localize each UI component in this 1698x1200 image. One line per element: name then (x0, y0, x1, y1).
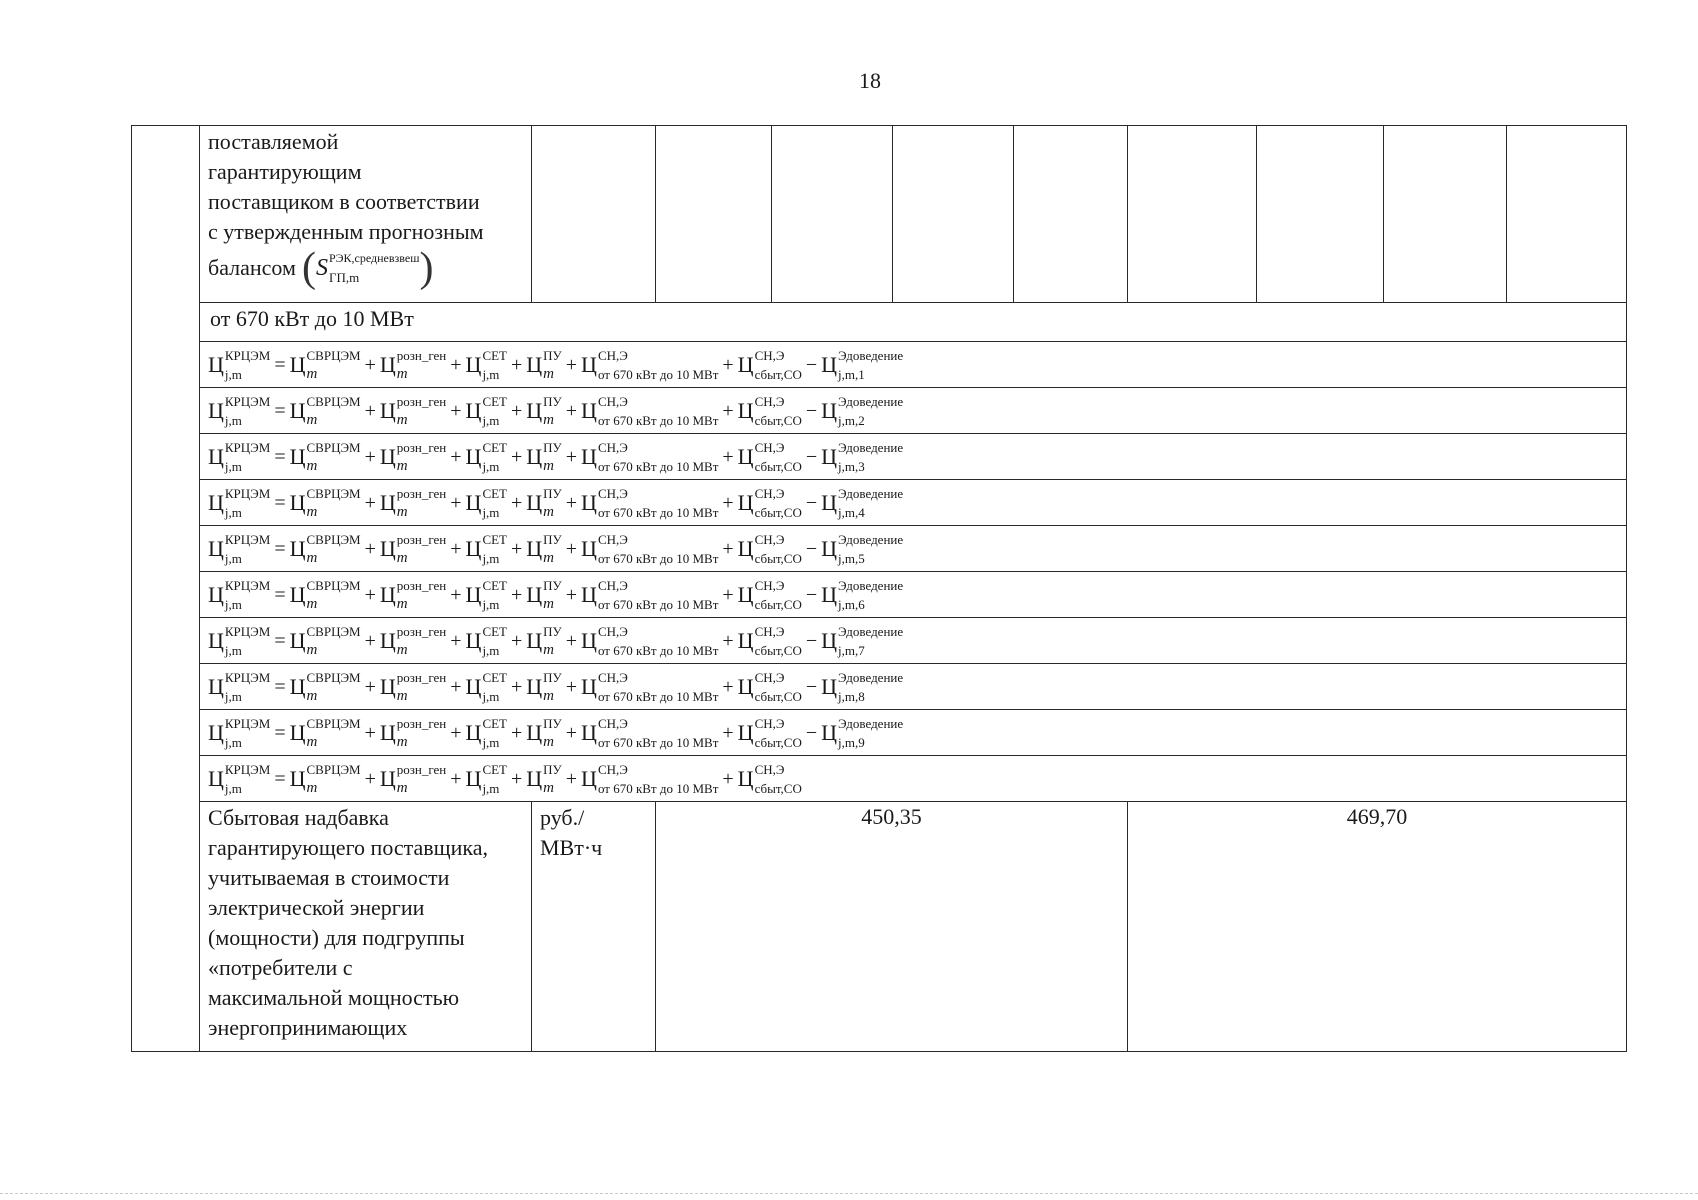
formula-row (132, 388, 1627, 434)
description-line: максимальной мощностью (208, 985, 460, 1010)
formula-operator: + (565, 583, 578, 606)
empty-cell (656, 126, 772, 303)
table-row (132, 802, 1627, 1052)
formula-term: Ц Эдоведение j,m,2 (821, 393, 904, 428)
formula-cell (200, 388, 1627, 434)
formula-operator: + (722, 767, 734, 790)
formula-term: Ц розн_ген m (379, 439, 447, 474)
formula-operator: + (511, 537, 523, 560)
formula-operator: + (565, 537, 578, 560)
formula-operator: + (364, 353, 376, 376)
formula-term: Ц КРЦЭМ j,m (208, 485, 271, 520)
empty-cell (1128, 126, 1257, 303)
formula-term: Ц розн_ген m (379, 577, 447, 612)
formula-term: Ц СН,Э от 670 кВт до 10 МВт (581, 485, 719, 520)
formula-operator: + (565, 399, 578, 422)
formula-operator: + (565, 767, 578, 790)
formula-operator: = (274, 767, 286, 790)
empty-cell (1507, 126, 1627, 303)
formula-operator: = (274, 445, 286, 468)
formula-operator: = (274, 721, 286, 744)
formula-term: Ц Эдоведение j,m,8 (821, 669, 904, 704)
formula-term: Ц КРЦЭМ j,m (208, 347, 271, 382)
formula-term: Ц ПУ m (526, 393, 562, 428)
formula-row (132, 710, 1627, 756)
empty-cell (772, 126, 893, 303)
formula-row (132, 434, 1627, 480)
formula-term: Ц СВРЦЭМ m (289, 761, 361, 796)
formula-operator: + (722, 629, 734, 652)
formula-operator: + (722, 399, 734, 422)
formula-row (132, 664, 1627, 710)
formula-term: Ц Эдоведение j,m,3 (821, 439, 904, 474)
formula-operator: + (565, 675, 578, 698)
formula-term: Ц СЕТ j,m (465, 761, 507, 796)
formula-term: Ц СН,Э сбыт,СО (737, 577, 802, 612)
empty-cell (532, 126, 656, 303)
formula-operator: + (511, 675, 523, 698)
description-line: с утвержденным прогнозным (208, 219, 484, 244)
formula-operator: − (805, 537, 818, 560)
formula (200, 711, 1626, 755)
formula-operator: − (805, 353, 818, 376)
formula-operator: + (450, 445, 462, 468)
formula (200, 343, 1626, 387)
formula-operator: − (805, 583, 818, 606)
formula-cell (200, 434, 1627, 480)
formula-operator: + (364, 721, 376, 744)
page-number: 18 (859, 68, 881, 93)
formula-term: Ц СН,Э сбыт,СО (737, 715, 802, 750)
symbol-s: S РЭК,средневзвеш ГП,m (315, 251, 420, 285)
formula-term: Ц КРЦЭМ j,m (208, 669, 271, 704)
description-line: энергопринимающих (208, 1015, 408, 1040)
formula-operator: + (364, 583, 376, 606)
table-row (132, 126, 1627, 303)
unit-cell (532, 802, 656, 1052)
formula-row (132, 618, 1627, 664)
formula-term: Ц Эдоведение j,m,5 (821, 531, 904, 566)
formula-operator: + (722, 353, 734, 376)
formula-operator: + (511, 353, 523, 376)
formula-term: Ц СН,Э от 670 кВт до 10 МВт (581, 623, 719, 658)
formula-term: Ц ПУ m (526, 485, 562, 520)
formula-operator: + (565, 491, 578, 514)
formula-term: Ц СН,Э от 670 кВт до 10 МВт (581, 761, 719, 796)
formula-term: Ц Эдоведение j,m,7 (821, 623, 904, 658)
empty-cell (1384, 126, 1507, 303)
markup-value-second-half: 469,70 (1346, 804, 1408, 829)
formula-term: Ц СН,Э от 670 кВт до 10 МВт (581, 669, 719, 704)
formula-term: Ц КРЦЭМ j,m (208, 393, 271, 428)
formula-operator: + (364, 629, 376, 652)
formula-operator: = (274, 491, 286, 514)
formula-operator: + (364, 399, 376, 422)
formula-operator: + (722, 491, 734, 514)
formula-operator: − (805, 399, 818, 422)
formula-term: Ц СЕТ j,m (465, 669, 507, 704)
formula-term: Ц СЕТ j,m (465, 577, 507, 612)
description-line: балансом (208, 255, 296, 280)
formula (200, 573, 1626, 617)
formula-cell (200, 756, 1627, 802)
formula-term: Ц ПУ m (526, 623, 562, 658)
formula-operator: = (274, 675, 286, 698)
formula-operator: + (722, 537, 734, 560)
formula-operator: − (805, 629, 818, 652)
formula-operator: + (722, 721, 734, 744)
formula-term: Ц СН,Э сбыт,СО (737, 485, 802, 520)
formula-term: Ц СВРЦЭМ m (289, 347, 361, 382)
formula-operator: + (364, 767, 376, 790)
formula-operator: − (805, 491, 818, 514)
formula-term: Ц СН,Э сбыт,СО (737, 669, 802, 704)
formula-row (132, 480, 1627, 526)
formula-term: Ц СН,Э сбыт,СО (737, 761, 802, 796)
formula-term: Ц ПУ m (526, 577, 562, 612)
formula-term: Ц СЕТ j,m (465, 531, 507, 566)
formula-term: Ц СН,Э от 670 кВт до 10 МВт (581, 577, 719, 612)
formula-operator: + (450, 721, 462, 744)
formula-term: Ц розн_ген m (379, 347, 447, 382)
formula-term: Ц СЕТ j,m (465, 623, 507, 658)
formula-term: Ц СВРЦЭМ m (289, 531, 361, 566)
formula-term: Ц КРЦЭМ j,m (208, 531, 271, 566)
formula-cell (200, 480, 1627, 526)
formula-term: Ц розн_ген m (379, 623, 447, 658)
formula-operator: + (511, 491, 523, 514)
formula-term: Ц СН,Э сбыт,СО (737, 531, 802, 566)
formula-operator: = (274, 537, 286, 560)
formula-term: Ц СН,Э сбыт,СО (737, 393, 802, 428)
formula-term: Ц розн_ген m (379, 715, 447, 750)
formula-operator: + (450, 399, 462, 422)
formula-term: Ц ПУ m (526, 347, 562, 382)
formula-operator: + (722, 445, 734, 468)
formula-term: Ц КРЦЭМ j,m (208, 623, 271, 658)
index-column-cell (132, 126, 200, 1052)
formula-term: Ц розн_ген m (379, 485, 447, 520)
formula-term: Ц СВРЦЭМ m (289, 715, 361, 750)
formula-operator: − (805, 675, 818, 698)
formula-term: Ц розн_ген m (379, 669, 447, 704)
formula-operator: + (511, 445, 523, 468)
description-line: (мощности) для подгруппы (208, 925, 465, 950)
unit-line: МВт·ч (540, 835, 603, 860)
formula (200, 527, 1626, 571)
formula-term: Ц ПУ m (526, 439, 562, 474)
formula-term: Ц КРЦЭМ j,m (208, 715, 271, 750)
formula-term: Ц СВРЦЭМ m (289, 485, 361, 520)
formula-row (132, 526, 1627, 572)
value-cell (1128, 802, 1627, 1052)
symbol-bracket: ( (301, 245, 316, 291)
formula-operator: + (565, 629, 578, 652)
formula-cell (200, 710, 1627, 756)
formula-operator: + (565, 445, 578, 468)
formula (200, 389, 1626, 433)
unit-line: руб./ (540, 805, 585, 830)
formula (200, 481, 1626, 525)
formula-term: Ц СН,Э от 670 кВт до 10 МВт (581, 347, 719, 382)
symbol-bracket: ) (419, 245, 434, 291)
formula-operator: + (364, 491, 376, 514)
formula-row (132, 756, 1627, 802)
description-line: гарантирующего поставщика, (208, 835, 488, 860)
formula-term: Ц розн_ген m (379, 531, 447, 566)
description-line: учитываемая в стоимости (208, 865, 450, 890)
formula-operator: = (274, 353, 286, 376)
formula-cell (200, 664, 1627, 710)
formula-operator: − (805, 721, 818, 744)
formula-term: Ц КРЦЭМ j,m (208, 439, 271, 474)
formula-cell (200, 342, 1627, 388)
formula-term: Ц СН,Э от 670 кВт до 10 МВт (581, 393, 719, 428)
formula-term: Ц Эдоведение j,m,6 (821, 577, 904, 612)
formula-operator: = (274, 399, 286, 422)
formula-operator: + (450, 353, 462, 376)
formula-operator: + (511, 399, 523, 422)
formula (200, 665, 1626, 709)
range-heading-cell (200, 303, 1627, 342)
empty-cell (1014, 126, 1128, 303)
formula-operator: + (450, 767, 462, 790)
formula-operator: + (450, 537, 462, 560)
formula-operator: + (511, 767, 523, 790)
formula-operator: + (511, 721, 523, 744)
formula-term: Ц ПУ m (526, 669, 562, 704)
formula-term: Ц СЕТ j,m (465, 715, 507, 750)
formula-operator: + (450, 583, 462, 606)
formula-term: Ц розн_ген m (379, 761, 447, 796)
formula-term: Ц Эдоведение j,m,4 (821, 485, 904, 520)
formula-term: Ц КРЦЭМ j,m (208, 761, 271, 796)
formula-operator: + (364, 537, 376, 560)
formula-term: Ц СЕТ j,m (465, 393, 507, 428)
formula-operator: + (565, 353, 578, 376)
formula-term: Ц СВРЦЭМ m (289, 393, 361, 428)
formula-row (132, 572, 1627, 618)
formula-term: Ц СВРЦЭМ m (289, 439, 361, 474)
formula-operator: + (364, 675, 376, 698)
formula-operator: + (511, 583, 523, 606)
formula-operator: + (511, 629, 523, 652)
formula-term: Ц СН,Э от 670 кВт до 10 МВт (581, 531, 719, 566)
formula-term: Ц СЕТ j,m (465, 347, 507, 382)
description-line: поставляемой (208, 129, 339, 154)
formula-term: Ц КРЦЭМ j,m (208, 577, 271, 612)
tariff-table (131, 125, 1627, 1052)
formula-term: Ц СН,Э сбыт,СО (737, 439, 802, 474)
formula-operator: + (450, 629, 462, 652)
formula-operator: + (450, 675, 462, 698)
range-heading: от 670 кВт до 10 МВт (210, 306, 414, 331)
description-line: Сбытовая надбавка (208, 805, 389, 830)
formula-term: Ц СВРЦЭМ m (289, 623, 361, 658)
description-line: гарантирующим (208, 159, 362, 184)
formula-operator: − (805, 445, 818, 468)
description-line: поставщиком в соответствии (208, 189, 480, 214)
formula-term: Ц ПУ m (526, 715, 562, 750)
formula-term: Ц СН,Э от 670 кВт до 10 МВт (581, 439, 719, 474)
formula (200, 757, 1626, 801)
formula (200, 435, 1626, 479)
formula-term: Ц розн_ген m (379, 393, 447, 428)
formula-term: Ц Эдоведение j,m,9 (821, 715, 904, 750)
formula-term: Ц СН,Э сбыт,СО (737, 347, 802, 382)
formula-cell (200, 572, 1627, 618)
empty-cell (1257, 126, 1384, 303)
description-cell (200, 126, 532, 303)
formula-cell (200, 618, 1627, 664)
formula-operator: + (565, 721, 578, 744)
formula-term: Ц СЕТ j,m (465, 485, 507, 520)
formula-term: Ц СВРЦЭМ m (289, 669, 361, 704)
formula-term: Ц Эдоведение j,m,1 (821, 347, 904, 382)
formula (200, 619, 1626, 663)
description-line: электрической энергии (208, 895, 425, 920)
formula-row (132, 342, 1627, 388)
table-row (132, 303, 1627, 342)
formula-operator: + (364, 445, 376, 468)
formula-cell (200, 526, 1627, 572)
description-line: «потребители с (208, 955, 353, 980)
formula-term: Ц СН,Э от 670 кВт до 10 МВт (581, 715, 719, 750)
formula-term: Ц СН,Э сбыт,СО (737, 623, 802, 658)
formula-term: Ц СЕТ j,m (465, 439, 507, 474)
formula-operator: + (722, 675, 734, 698)
formula-operator: + (722, 583, 734, 606)
formula-term: Ц СВРЦЭМ m (289, 577, 361, 612)
markup-value-first-half: 450,35 (861, 804, 922, 829)
description-cell (200, 802, 532, 1052)
formula-operator: = (274, 629, 286, 652)
empty-cell (893, 126, 1014, 303)
formula-operator: + (450, 491, 462, 514)
formula-term: Ц ПУ m (526, 761, 562, 796)
value-cell (656, 802, 1128, 1052)
scan-edge-line (0, 1193, 1698, 1194)
formula-term: Ц ПУ m (526, 531, 562, 566)
formula-operator: = (274, 583, 286, 606)
